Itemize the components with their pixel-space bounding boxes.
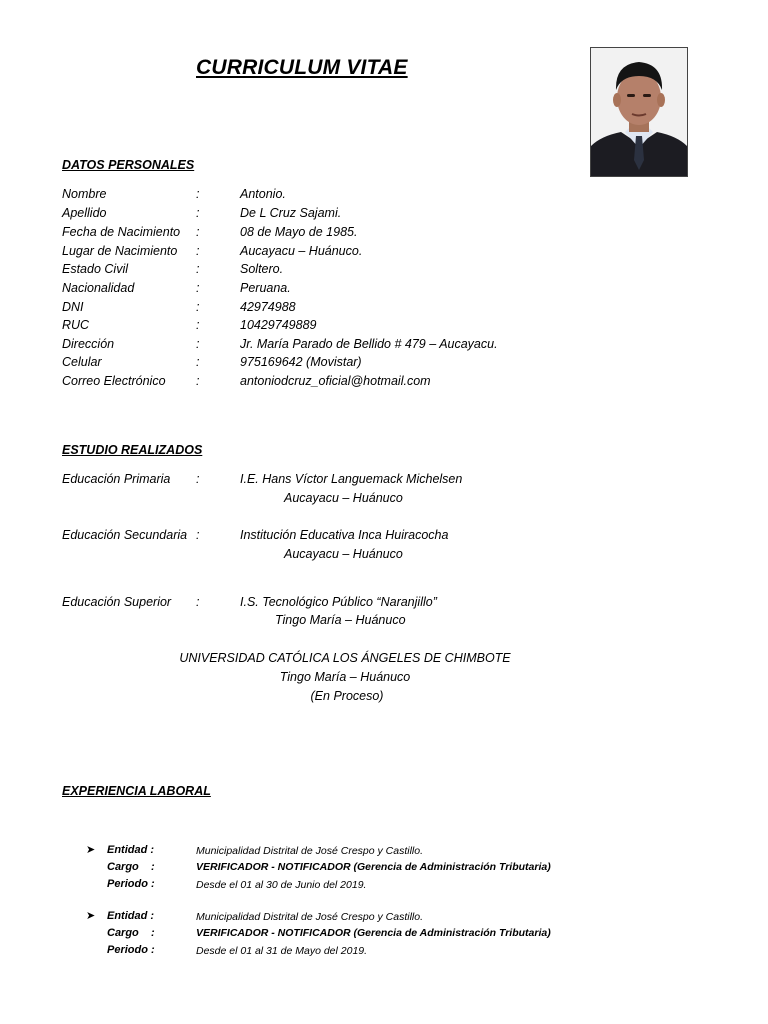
experience-heading: EXPERIENCIA LABORAL [62,784,211,798]
row-value: 10429749889 [240,318,317,332]
bullet-arrow-icon: ➤ [86,844,96,856]
row-colon: : [196,225,200,239]
row-value: Aucayacu – Huánuco. [240,244,363,258]
university-place: Tingo María – Huánuco [279,670,411,684]
studies-heading: ESTUDIO REALIZADOS [62,443,203,457]
exp-entity-label: Entidad : [107,910,155,922]
study-label: Educación Secundaria [62,528,188,542]
profile-photo [590,47,688,177]
row-colon: : [196,262,200,276]
row-colon: : [196,595,200,609]
row-label: RUC [62,318,90,332]
row-colon: : [196,472,200,486]
row-value: 975169642 (Movistar) [240,355,362,369]
row-value: De L Cruz Sajami. [240,206,342,220]
row-colon: : [196,206,200,220]
row-label: Dirección [62,337,115,351]
study-superior-place: Tingo María – Huánuco [275,613,406,627]
row-label: Nacionalidad [62,281,135,295]
row-label: DNI [62,300,84,314]
exp-entity-value: Municipalidad Distrital de José Crespo y Castillo. [196,845,424,857]
study-primary-place: Aucayacu – Huánuco [284,491,403,505]
bullet-arrow-icon: ➤ [86,910,96,922]
university-status: (En Proceso) [310,689,384,703]
exp-period-value: Desde el 01 al 30 de Junio del 2019. [196,879,367,891]
row-colon: : [196,374,200,388]
row-colon: : [196,355,200,369]
exp-period-label: Periodo : [107,944,155,956]
row-label: Fecha de Nacimiento [62,225,181,239]
row-colon: : [196,187,200,201]
row-value: 42974988 [240,300,296,314]
row-colon: : [196,337,200,351]
row-label: Nombre [62,187,107,201]
row-label: Lugar de Nacimiento [62,244,178,258]
exp-position-label: Cargo : [107,861,155,873]
study-label: Educación Primaria [62,472,171,486]
study-school: I.E. Hans Víctor Languemack Michelsen [240,472,463,486]
row-colon: : [196,318,200,332]
personal-data-heading: DATOS PERSONALES [62,158,195,172]
exp-position-value: VERIFICADOR - NOTIFICADOR (Gerencia de Administración Tributaria) [196,861,551,873]
row-label: Estado Civil [62,262,128,276]
row-value: 08 de Mayo de 1985. [240,225,358,239]
row-colon: : [196,244,200,258]
row-label: Correo Electrónico [62,374,166,388]
row-colon: : [196,528,200,542]
row-colon: : [196,300,200,314]
row-label: Apellido [62,206,107,220]
row-value: Antonio. [240,187,286,201]
study-school: Institución Educativa Inca Huiracocha [240,528,449,542]
study-secondary-place: Aucayacu – Huánuco [284,547,403,561]
row-value: Jr. María Parado de Bellido # 479 – Aucayacu. [240,337,498,351]
exp-position-label: Cargo : [107,927,155,939]
exp-period-value: Desde el 01 al 31 de Mayo del 2019. [196,945,368,957]
row-label: Celular [62,355,102,369]
row-value: Soltero. [240,262,284,276]
profile-photo-image [591,48,687,176]
exp-position-value: VERIFICADOR - NOTIFICADOR (Gerencia de Administración Tributaria) [196,927,551,939]
study-school: I.S. Tecnológico Público “Naranjillo” [240,595,437,609]
document-title: CURRICULUM VITAE [196,56,408,79]
row-value: Peruana. [240,281,291,295]
exp-period-label: Periodo : [107,878,155,890]
row-value: antoniodcruz_oficial@hotmail.com [240,374,431,388]
university-name: UNIVERSIDAD CATÓLICA LOS ÁNGELES DE CHIMBOTE [179,651,511,665]
row-colon: : [196,281,200,295]
exp-entity-value: Municipalidad Distrital de José Crespo y Castillo. [196,911,424,923]
exp-entity-label: Entidad : [107,844,155,856]
study-label: Educación Superior [62,595,172,609]
